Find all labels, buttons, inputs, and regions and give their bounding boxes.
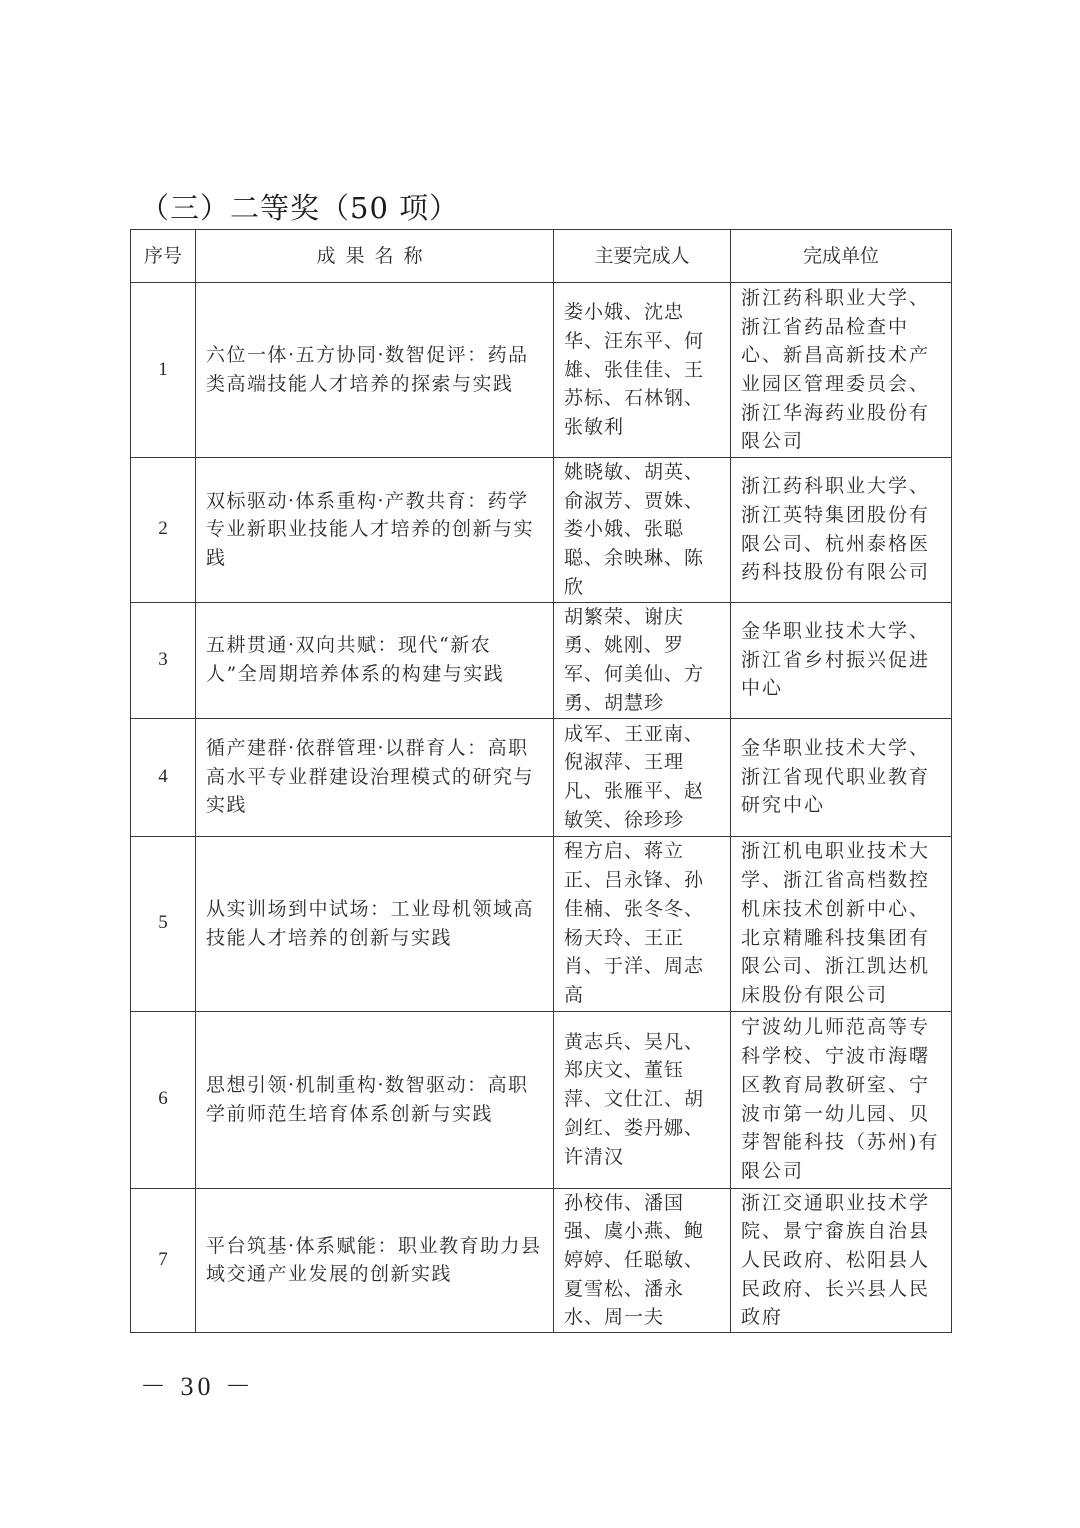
row-unit: 浙江药科职业大学、浙江英特集团股份有限公司、杭州泰格医药科技股份有限公司 xyxy=(731,458,952,603)
header-unit: 完成单位 xyxy=(731,230,952,283)
page-number: － 30 － xyxy=(140,1372,256,1401)
row-no: 6 xyxy=(131,1011,196,1188)
row-no: 2 xyxy=(131,458,196,603)
table-row xyxy=(131,283,952,458)
section-title: （三）二等奖（50 项） xyxy=(140,191,460,225)
row-title: 五耕贯通·双向共赋：现代“新农人”全周期培养体系的构建与实践 xyxy=(196,602,554,718)
row-title: 从实训场到中试场：工业母机领域高技能人才培养的创新与实践 xyxy=(196,836,554,1011)
table-row xyxy=(131,602,952,718)
row-people: 成军、王亚南、倪淑萍、王理凡、张雁平、赵敏笑、徐珍珍 xyxy=(554,718,731,836)
row-people: 娄小娥、沈忠华、汪东平、何雄、张佳佳、王苏标、石林钢、张敏利 xyxy=(554,283,731,458)
table-row xyxy=(131,458,952,603)
table-header-row xyxy=(131,230,952,283)
row-no: 1 xyxy=(131,283,196,458)
row-people: 程方启、蒋立正、吕永锋、孙佳楠、张冬冬、杨天玲、王正肖、于洋、周志高 xyxy=(554,836,731,1011)
header-no: 序号 xyxy=(131,230,196,283)
row-people: 姚晓敏、胡英、俞淑芳、贾姝、娄小娥、张聪聪、余映琳、陈欣 xyxy=(554,458,731,603)
row-people: 黄志兵、吴凡、郑庆文、董钰萍、文仕江、胡剑红、娄丹娜、许清汉 xyxy=(554,1011,731,1188)
row-unit: 浙江药科职业大学、浙江省药品检查中心、新昌高新技术产业园区管理委员会、浙江华海药业股份有限公司 xyxy=(731,283,952,458)
row-title: 思想引领·机制重构·数智驱动：高职学前师范生培育体系创新与实践 xyxy=(196,1011,554,1188)
awards-table xyxy=(130,229,952,1333)
row-no: 4 xyxy=(131,718,196,836)
table-row xyxy=(131,718,952,836)
table-row xyxy=(131,1188,952,1333)
row-no: 5 xyxy=(131,836,196,1011)
row-title: 六位一体·五方协同·数智促评：药品类高端技能人才培养的探索与实践 xyxy=(196,283,554,458)
row-unit: 金华职业技术大学、浙江省现代职业教育研究中心 xyxy=(731,718,952,836)
row-title: 平台筑基·体系赋能：职业教育助力县域交通产业发展的创新实践 xyxy=(196,1188,554,1333)
header-title: 成果名称 xyxy=(196,230,554,283)
header-people: 主要完成人 xyxy=(554,230,731,283)
row-unit: 宁波幼儿师范高等专科学校、宁波市海曙区教育局教研室、宁波市第一幼儿园、贝芽智能科技（苏州)有限公司 xyxy=(731,1011,952,1188)
row-unit: 金华职业技术大学、浙江省乡村振兴促进中心 xyxy=(731,602,952,718)
row-no: 7 xyxy=(131,1188,196,1333)
row-title: 双标驱动·体系重构·产教共育：药学专业新职业技能人才培养的创新与实践 xyxy=(196,458,554,603)
row-no: 3 xyxy=(131,602,196,718)
row-people: 胡繁荣、谢庆勇、姚刚、罗军、何美仙、方勇、胡慧珍 xyxy=(554,602,731,718)
table-row xyxy=(131,1011,952,1188)
row-people: 孙校伟、潘国强、虞小燕、鲍婷婷、任聪敏、夏雪松、潘永水、周一夫 xyxy=(554,1188,731,1333)
row-unit: 浙江机电职业技术大学、浙江省高档数控机床技术创新中心、北京精雕科技集团有限公司、浙江凯达机床股份有限公司 xyxy=(731,836,952,1011)
row-title: 循产建群·依群管理·以群育人：高职高水平专业群建设治理模式的研究与实践 xyxy=(196,718,554,836)
table-row xyxy=(131,836,952,1011)
row-unit: 浙江交通职业技术学院、景宁畲族自治县人民政府、松阳县人民政府、长兴县人民政府 xyxy=(731,1188,952,1333)
